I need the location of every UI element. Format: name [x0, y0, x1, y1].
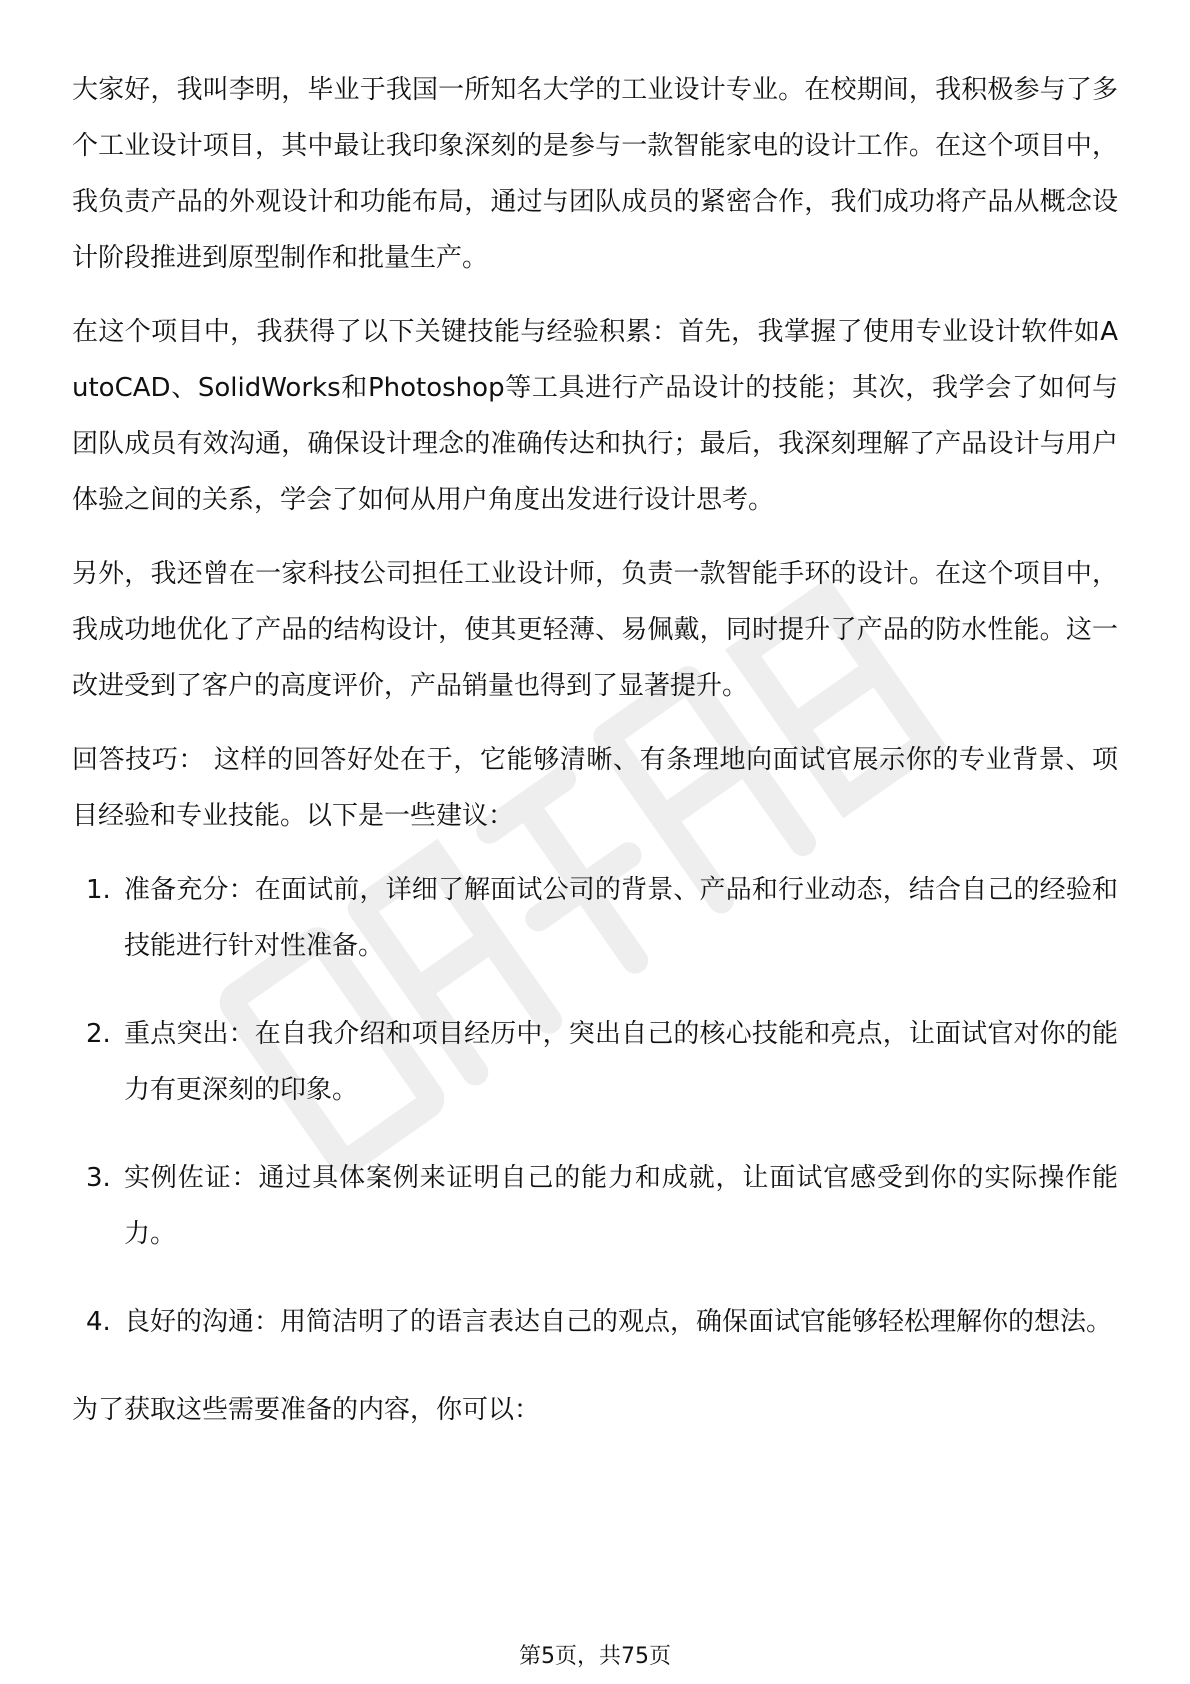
list-item: [72, 1006, 1118, 1118]
list-item: [72, 1150, 1118, 1262]
list-item-number: 2.: [86, 1019, 111, 1049]
page-footer: 第5页，共75页: [519, 1644, 671, 1669]
list-item-text: 重点突出：在自我介绍和项目经历中，突出自己的核心技能和亮点，让面试官对你的能力有更深刻的印象。: [124, 1019, 1118, 1105]
list-item-number: 3.: [86, 1163, 111, 1193]
page-content: [72, 62, 1118, 1456]
list-item-text: 良好的沟通：用简洁明了的语言表达自己的观点，确保面试官能够轻松理解你的想法。: [124, 1307, 1113, 1337]
list-item-text: 实例佐证：通过具体案例来证明自己的能力和成就，让面试官感受到你的实际操作能力。: [124, 1163, 1118, 1249]
tips-list: [72, 862, 1118, 1350]
list-item-text: 准备充分：在面试前，详细了解面试公司的背景、产品和行业动态，结合自己的经验和技能进行针对性准备。: [124, 875, 1118, 961]
list-item: [72, 1294, 1118, 1350]
list-item-number: 1.: [86, 875, 111, 905]
list-item: [72, 862, 1118, 974]
skills-paragraph: 在这个项目中，我获得了以下关键技能与经验积累：首先，我掌握了使用专业设计软件如AutoCAD、SolidWorks和Photoshop等工具进行产品设计的技能；其次，我学会了如何与团队成员有效沟通，确保设计理念的准确传达和执行；最后，我深刻理解了产品设计与用户体验之间的关系，学会了如何从用户角度出发进行设计思考。: [72, 317, 1118, 515]
intro-paragraph: 大家好，我叫李明，毕业于我国一所知名大学的工业设计专业。在校期间，我积极参与了多个工业设计项目，其中最让我印象深刻的是参与一款智能家电的设计工作。在这个项目中，我负责产品的外观设计和功能布局，通过与团队成员的紧密合作，我们成功将产品从概念设计阶段推进到原型制作和批量生产。: [72, 75, 1118, 273]
list-item-number: 4.: [86, 1307, 111, 1337]
experience-paragraph: 另外，我还曾在一家科技公司担任工业设计师，负责一款智能手环的设计。在这个项目中，我成功地优化了产品的结构设计，使其更轻薄、易佩戴，同时提升了产品的防水性能。这一改进受到了客户的高度评价，产品销量也得到了显著提升。: [72, 559, 1118, 701]
closing-paragraph: 为了获取这些需要准备的内容，你可以：: [72, 1395, 541, 1425]
answer-tips-paragraph: 回答技巧： 这样的回答好处在于，它能够清晰、有条理地向面试官展示你的专业背景、项目经验和专业技能。以下是一些建议：: [72, 745, 1118, 831]
